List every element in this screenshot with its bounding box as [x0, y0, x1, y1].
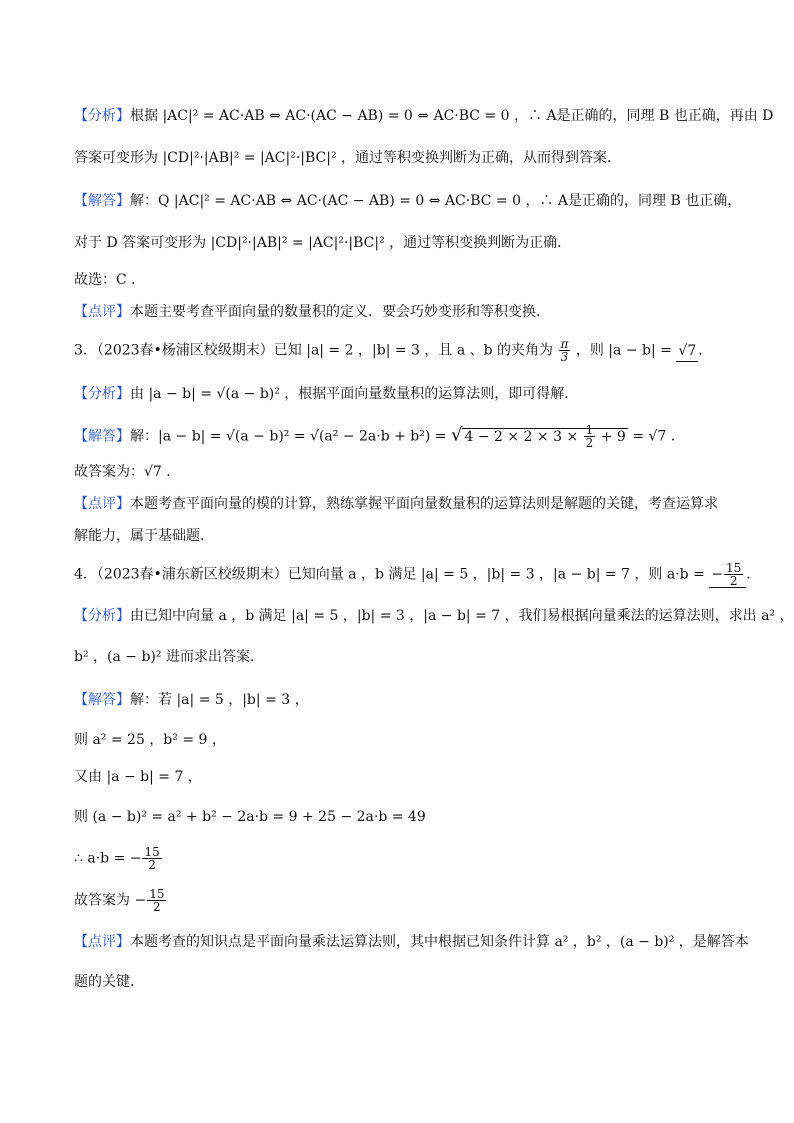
q3-answer-text: 故答案为：√7 ．	[74, 464, 181, 480]
q4-solution-5	[74, 846, 163, 871]
answer-blank-q3: √7	[676, 341, 698, 362]
q3-comment-1	[74, 494, 718, 514]
analysis-tag: 【分析】	[74, 386, 130, 402]
q3-solution: 【解答】解：|a − b| = √(a − b)² = √(a² − 2a·b + b²) = √ 4 − 2 × 2 × 3 × $\frac{1}{2}$ + 9 = √7 ．	[74, 423, 685, 450]
q4-comment-1	[74, 932, 749, 952]
q4-answer-text: 故答案为 −	[74, 892, 147, 909]
analysis-tag: 【分析】	[74, 608, 130, 624]
q4-analysis-text: 由已知中向量 a ，b 满足 |a| = 5 ，|b| = 3 ，|a − b| = 7 ，我们易根据向量乘法的运算法则，求出 a² ，	[130, 608, 794, 624]
q3-result: = √7 ．	[632, 428, 685, 445]
q3-comment-text: 本题考查平面向量的模的计算，熟练掌握平面向量数量积的运算法则是解题的关键，考查运算求	[130, 496, 718, 512]
fraction-15-2-answer: $\frac{15}{2}$	[149, 887, 165, 914]
q3-comment-2	[74, 526, 214, 546]
q4-solution-3	[74, 767, 202, 787]
q4-analysis-text-cont: b² ，(a − b)² 进而求出答案．	[74, 649, 264, 665]
comment-tag: 【点评】	[74, 304, 130, 320]
comment-tag: 【点评】	[74, 496, 130, 512]
solution-line-1	[74, 191, 741, 211]
q4-analysis-2	[74, 647, 264, 667]
q4-solution-step-2: 又由 |a − b| = 7 ，	[74, 769, 202, 785]
answer-text: 故选：C ．	[74, 272, 146, 288]
q4-solution-step-4: ∴ a·b = −	[74, 850, 142, 867]
analysis-text-cont: 答案可变形为 |CD|²·|AB|² = |AC|²·|BC|² ，通过等积变换判断为正确，从而得到答案．	[74, 150, 622, 166]
analysis-line-2	[74, 148, 621, 168]
comment-line	[74, 302, 550, 322]
question-3-mid: ，则 |a − b| =	[575, 342, 672, 359]
q3-analysis	[74, 384, 578, 404]
q4-solution-1	[74, 690, 309, 710]
solution-tag: 【解答】	[74, 193, 130, 209]
analysis-line-1	[74, 106, 773, 126]
radicand: 4 − 2 × 2 × 3 × $\frac{1}{2}$ + 9	[464, 423, 626, 450]
q4-solution-2	[74, 730, 226, 750]
answer-blank-q4: − $\frac{15}{2}$	[709, 562, 746, 588]
question-3-text: 3．（2023春•杨浦区校级期末）已知 |a| = 2 ，|b| = 3 ，且 a 、b 的夹角为	[74, 342, 554, 359]
question-4-text: 4．（2023春•浦东新区校级期末）已知向量 a ，b 满足 |a| = 5 ，|b| = 3 ，|a − b| = 7 ，则 a·b =	[74, 566, 705, 583]
q4-answer	[74, 888, 167, 913]
comment-tag: 【点评】	[74, 934, 130, 950]
q4-solution-step-3: 则 (a − b)² = a² + b² − 2a·b = 9 + 25 − 2a·b = 49	[74, 809, 426, 825]
analysis-text: 根据 |AC|² = AC·AB ⇔ AC·(AC − AB) = 0 ⇔ AC·BC = 0 ，∴ A是正确的，同理 B 也正确，再由 D	[130, 108, 774, 124]
q4-comment-text: 本题考查的知识点是平面向量乘法运算法则，其中根据已知条件计算 a² ，b² ，(a − b)² ，是解答本	[130, 934, 749, 950]
fraction-15-2: $\frac{15}{2}$	[144, 845, 160, 872]
q3-analysis-text: 由 |a − b| = √(a − b)² ，根据平面向量数量积的运算法则，即可得解．	[130, 386, 579, 402]
solution-tag: 【解答】	[74, 692, 130, 708]
q4-solution-4	[74, 807, 426, 827]
q4-solution-step-1: 则 a² = 25 ，b² = 9 ，	[74, 732, 226, 748]
angle-fraction: $\frac{\pi}{3}$	[560, 337, 569, 364]
solution-text-cont: 对于 D 答案可变形为 |CD|²·|AB|² = |AC|²·|BC|² ，通过等积变换判断为正确．	[74, 235, 572, 251]
q3-solution-text: 解：|a − b| = √(a − b)² = √(a² − 2a·b + b²) =	[130, 428, 447, 445]
q4-solution-text: 解：若 |a| = 5 ，|b| = 3 ，	[130, 692, 309, 708]
q3-comment-text-cont: 解能力，属于基础题．	[74, 528, 214, 544]
one-half-fraction: $\frac{1}{2}$	[585, 423, 594, 450]
question-4: 4．（2023春•浦东新区校级期末）已知向量 a ，b 满足 |a| = 5 ，|b| = 3 ，|a − b| = 7 ，则 a·b = − $\frac{15}{2}$ ．	[74, 561, 761, 588]
q4-analysis-1	[74, 606, 793, 626]
q4-comment-text-cont: 题的关键．	[74, 974, 144, 990]
solution-tag: 【解答】	[74, 428, 130, 445]
solution-text: 解：Q |AC|² = AC·AB ⇔ AC·(AC − AB) = 0 ⇔ AC·BC = 0 ，∴ A是正确的，同理 B 也正确，	[130, 193, 742, 209]
solution-line-2	[74, 233, 571, 253]
q4-comment-2	[74, 972, 144, 992]
answer-line	[74, 270, 145, 290]
q3-answer	[74, 462, 180, 482]
question-3: 3．（2023春•杨浦区校级期末）已知 |a| = 2 ，|b| = 3 ，且 a 、b 的夹角为 $\frac{\pi}{3}$ ，则 |a − b| = √7 ．	[74, 337, 713, 364]
comment-text: 本题主要考查平面向量的数量积的定义．要会巧妙变形和等积变换．	[130, 304, 550, 320]
analysis-tag: 【分析】	[74, 108, 130, 124]
q4-fraction: $\frac{15}{2}$	[726, 561, 742, 588]
